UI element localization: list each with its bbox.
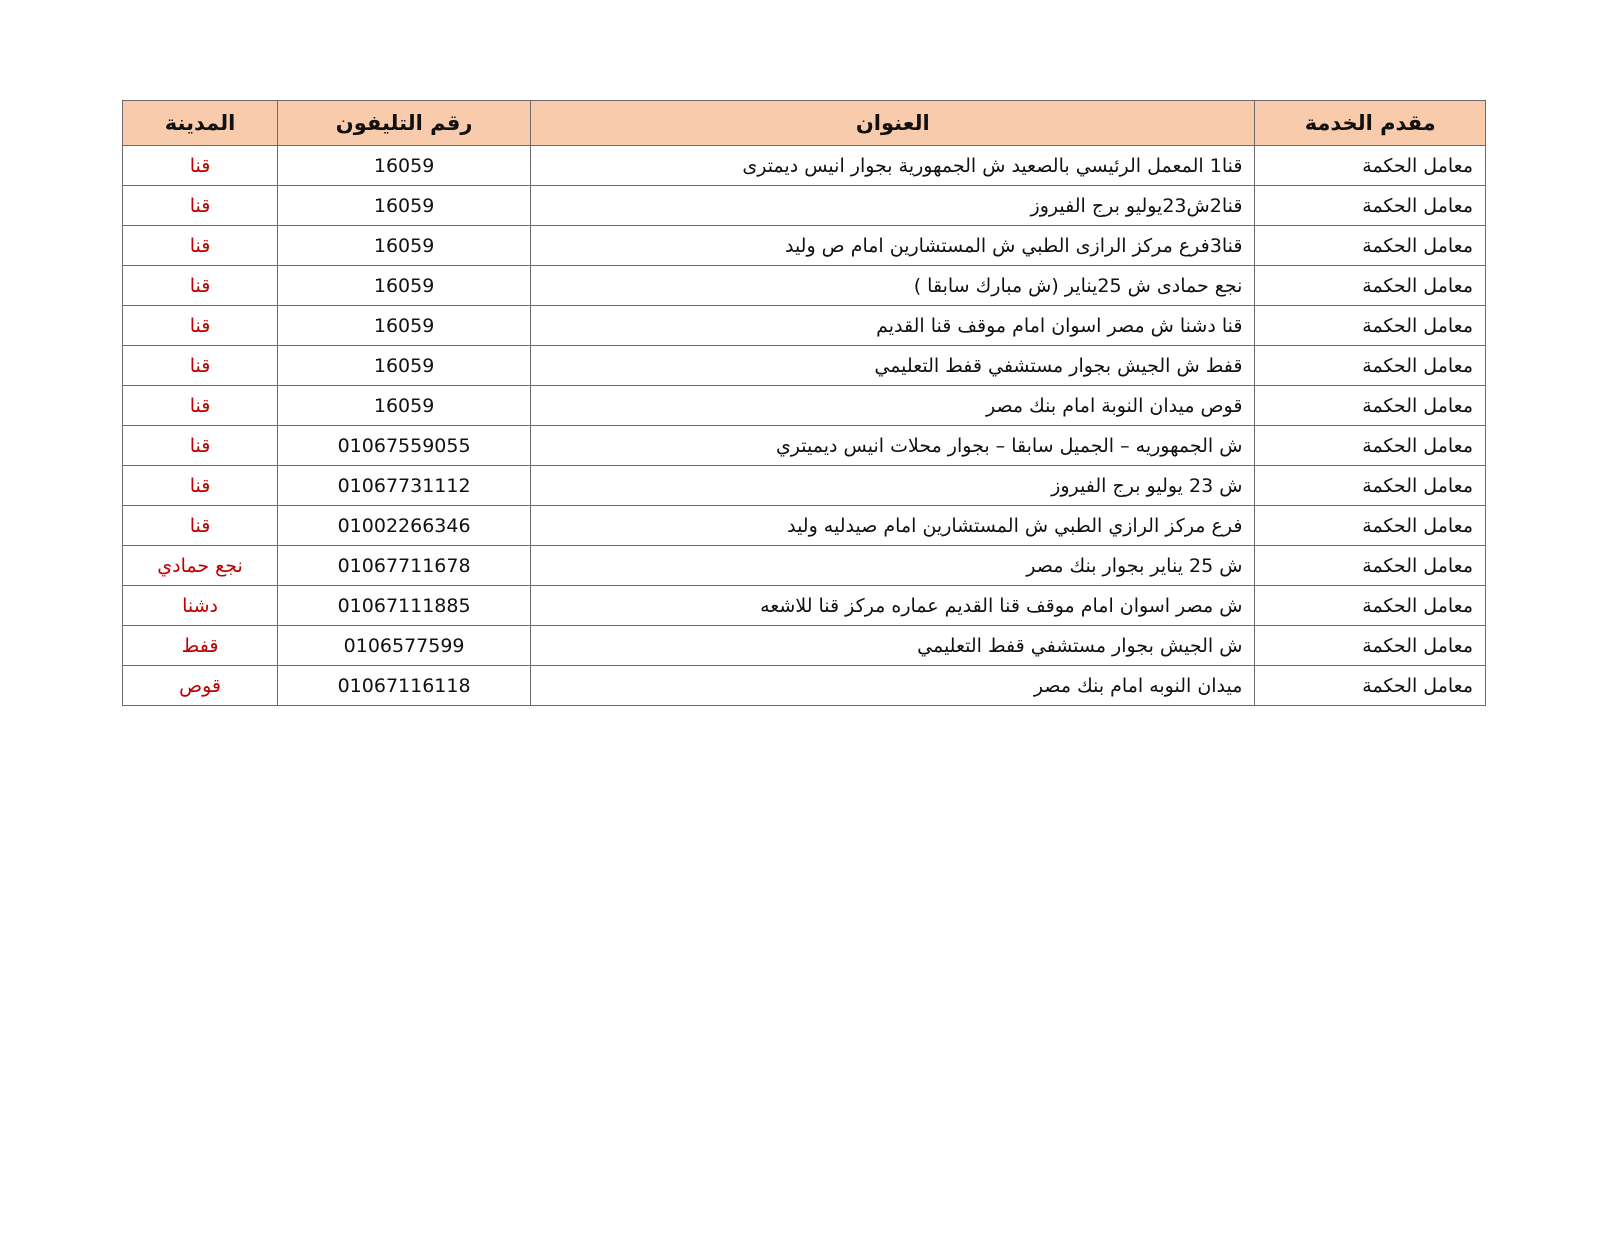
city-cell: دشنا (123, 586, 278, 626)
table-row (123, 546, 1486, 586)
provider-cell: معامل الحكمة (1255, 146, 1486, 186)
table-header-row (123, 101, 1486, 146)
provider-cell: معامل الحكمة (1255, 626, 1486, 666)
city-cell: قنا (123, 186, 278, 226)
provider-cell: معامل الحكمة (1255, 306, 1486, 346)
table-row (123, 426, 1486, 466)
table-row (123, 306, 1486, 346)
phone-cell: 16059 (278, 346, 531, 386)
city-cell: قنا (123, 386, 278, 426)
table-row (123, 586, 1486, 626)
address-cell: قنا دشنا ش مصر اسوان امام موقف قنا القديم (531, 306, 1255, 346)
phone-cell: 16059 (278, 146, 531, 186)
phone-cell: 16059 (278, 226, 531, 266)
provider-cell: معامل الحكمة (1255, 586, 1486, 626)
address-cell: ش مصر اسوان امام موقف قنا القديم عماره مركز قنا للاشعه (531, 586, 1255, 626)
provider-cell: معامل الحكمة (1255, 546, 1486, 586)
phone-cell: 01067111885 (278, 586, 531, 626)
city-cell: قنا (123, 226, 278, 266)
phone-cell: 16059 (278, 386, 531, 426)
phone-cell: 01067559055 (278, 426, 531, 466)
city-cell: قفط (123, 626, 278, 666)
address-cell: ش الجيش بجوار مستشفي قفط التعليمي (531, 626, 1255, 666)
provider-cell: معامل الحكمة (1255, 386, 1486, 426)
address-cell: ش 25 يناير بجوار بنك مصر (531, 546, 1255, 586)
table-row (123, 466, 1486, 506)
address-cell: قوص ميدان النوبة امام بنك مصر (531, 386, 1255, 426)
table-row (123, 346, 1486, 386)
city-cell: قنا (123, 426, 278, 466)
city-cell: قوص (123, 666, 278, 706)
city-cell: قنا (123, 466, 278, 506)
provider-cell: معامل الحكمة (1255, 346, 1486, 386)
header-address: العنوان (531, 101, 1255, 146)
provider-cell: معامل الحكمة (1255, 666, 1486, 706)
city-cell: قنا (123, 306, 278, 346)
city-cell: قنا (123, 346, 278, 386)
table-row (123, 626, 1486, 666)
table-row (123, 266, 1486, 306)
phone-cell: 01002266346 (278, 506, 531, 546)
city-cell: قنا (123, 506, 278, 546)
header-phone: رقم التليفون (278, 101, 531, 146)
table-row (123, 186, 1486, 226)
table-row (123, 226, 1486, 266)
provider-cell: معامل الحكمة (1255, 426, 1486, 466)
phone-cell: 01067711678 (278, 546, 531, 586)
address-cell: قنا2ش23يوليو برج الفيروز (531, 186, 1255, 226)
provider-cell: معامل الحكمة (1255, 266, 1486, 306)
address-cell: نجع حمادى ش 25يناير (ش مبارك سابقا ) (531, 266, 1255, 306)
address-cell: قنا1 المعمل الرئيسي بالصعيد ش الجمهورية بجوار انيس ديمترى (531, 146, 1255, 186)
table-row (123, 506, 1486, 546)
phone-cell: 16059 (278, 186, 531, 226)
table-row (123, 386, 1486, 426)
lab-branches-table (122, 100, 1486, 706)
table-row (123, 666, 1486, 706)
phone-cell: 16059 (278, 266, 531, 306)
provider-cell: معامل الحكمة (1255, 186, 1486, 226)
table-row (123, 146, 1486, 186)
provider-cell: معامل الحكمة (1255, 466, 1486, 506)
city-cell: قنا (123, 146, 278, 186)
phone-cell: 01067731112 (278, 466, 531, 506)
city-cell: قنا (123, 266, 278, 306)
address-cell: ش الجمهوريه – الجميل سابقا – بجوار محلات انيس ديميتري (531, 426, 1255, 466)
city-cell: نجع حمادي (123, 546, 278, 586)
header-city: المدينة (123, 101, 278, 146)
phone-cell: 01067116118 (278, 666, 531, 706)
header-provider: مقدم الخدمة (1255, 101, 1486, 146)
phone-cell: 0106577599 (278, 626, 531, 666)
address-cell: فرع مركز الرازي الطبي ش المستشارين امام صيدليه وليد (531, 506, 1255, 546)
address-cell: قنا3فرع مركز الرازى الطبي ش المستشارين امام ص وليد (531, 226, 1255, 266)
provider-cell: معامل الحكمة (1255, 506, 1486, 546)
address-cell: ميدان النوبه امام بنك مصر (531, 666, 1255, 706)
table-body (123, 146, 1486, 706)
address-cell: ش 23 يوليو برج الفيروز (531, 466, 1255, 506)
provider-cell: معامل الحكمة (1255, 226, 1486, 266)
address-cell: قفط ش الجيش بجوار مستشفي قفط التعليمي (531, 346, 1255, 386)
phone-cell: 16059 (278, 306, 531, 346)
